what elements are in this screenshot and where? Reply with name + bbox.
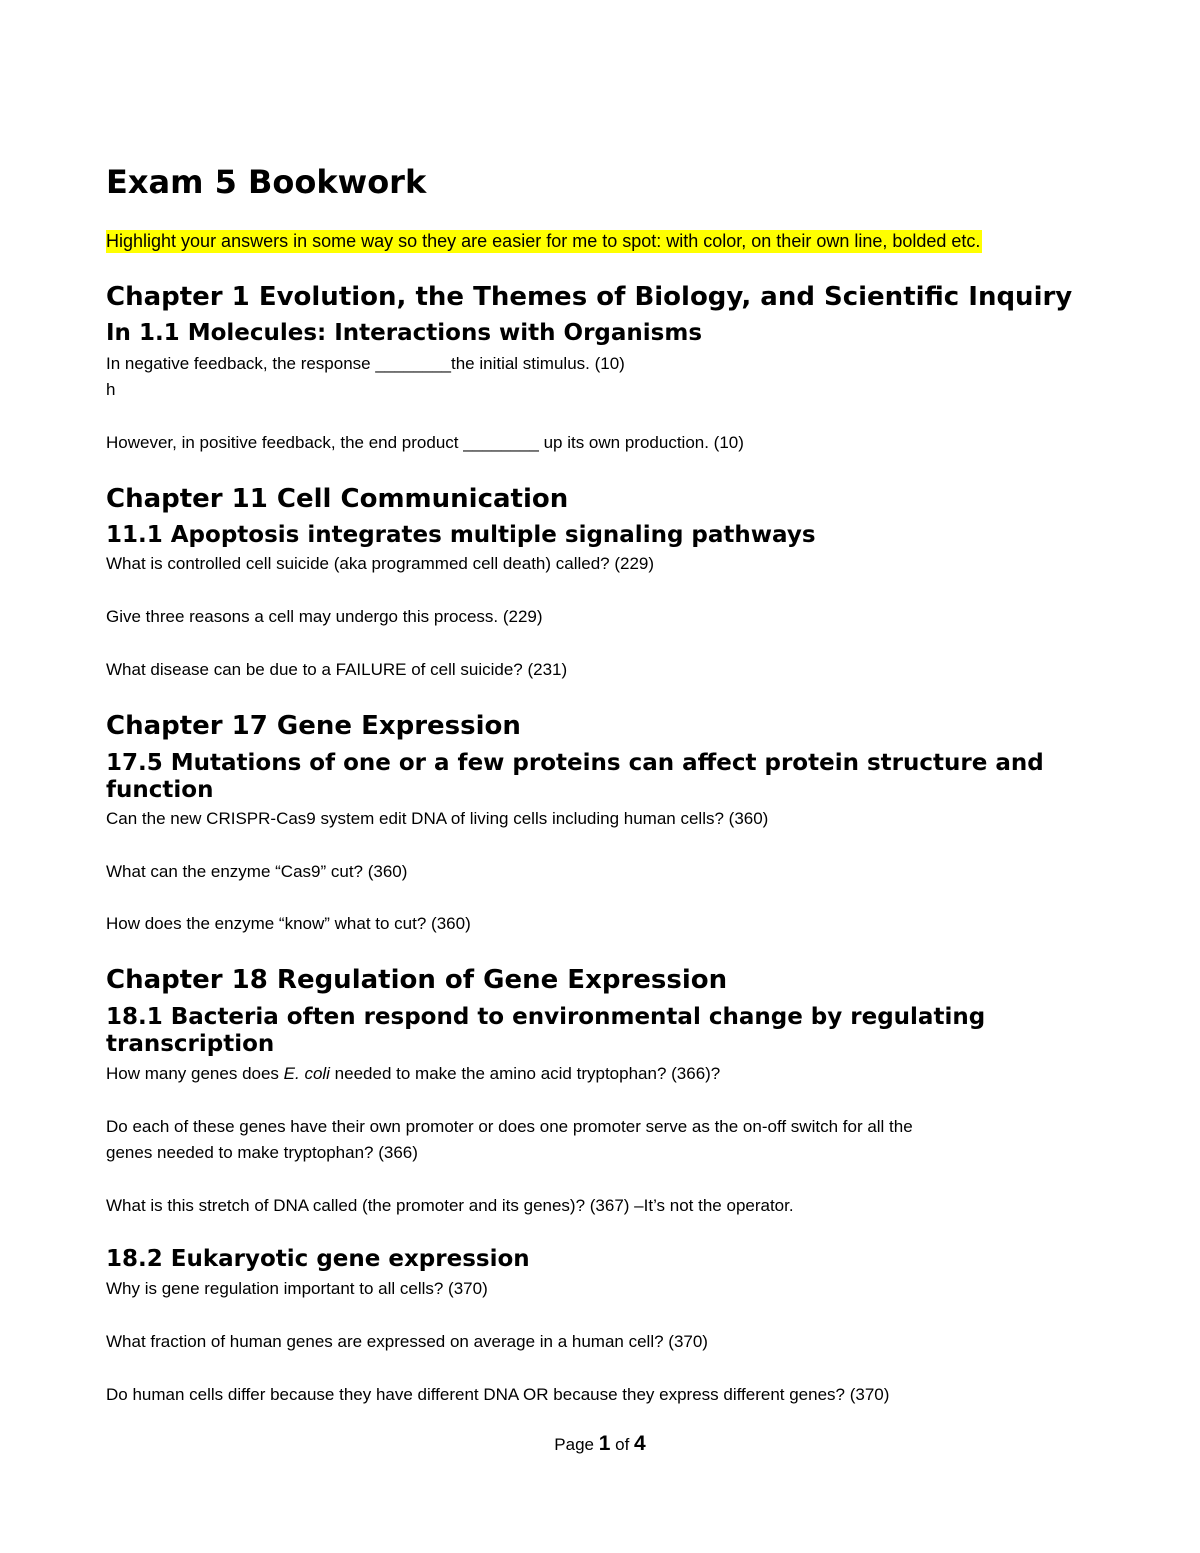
- document-title: Exam 5 Bookwork: [106, 163, 427, 201]
- chapter-11-heading: Chapter 11 Cell Communication: [106, 484, 569, 514]
- section-18-1-heading-line1: 18.1 Bacteria often respond to environmental change by regulating: [106, 1004, 986, 1030]
- section-18-1-heading-line2: transcription: [106, 1031, 275, 1057]
- chapter-17-heading: Chapter 17 Gene Expression: [106, 711, 521, 741]
- question-cell-suicide: What is controlled cell suicide (aka programmed cell death) called? (229): [106, 554, 655, 573]
- question-positive-feedback: However, in positive feedback, the end product ________ up its own production. (10): [106, 433, 744, 452]
- question-promoter-line1: Do each of these genes have their own promoter or does one promoter serve as the on-off switch for all the: [106, 1117, 913, 1136]
- question-three-reasons: Give three reasons a cell may undergo this process. (229): [106, 607, 543, 626]
- page-footer: [0, 1432, 1200, 1456]
- answer-text: h: [106, 380, 116, 399]
- question-fraction-genes: What fraction of human genes are expressed on average in a human cell? (370): [106, 1332, 708, 1351]
- question-promoter-line2: genes needed to make tryptophan? (366): [106, 1143, 418, 1162]
- page-number: 1: [598, 1432, 611, 1455]
- page-total: 4: [634, 1432, 646, 1455]
- question-gene-regulation: Why is gene regulation important to all cells? (370): [106, 1279, 488, 1298]
- question-cas9-cut: What can the enzyme “Cas9” cut? (360): [106, 862, 408, 881]
- organism-name-italic: E. coli: [283, 1064, 330, 1083]
- section-18-2-heading: 18.2 Eukaryotic gene expression: [106, 1246, 530, 1272]
- question-failure-disease: What disease can be due to a FAILURE of cell suicide? (231): [106, 660, 568, 679]
- question-ecoli-genes-post: needed to make the amino acid tryptophan? (366)?: [329, 1064, 721, 1083]
- chapter-18-heading: Chapter 18 Regulation of Gene Expression: [106, 965, 728, 995]
- of-label: of: [610, 1435, 635, 1454]
- section-17-5-heading-line1: 17.5 Mutations of one or a few proteins can affect protein structure and: [106, 750, 1044, 776]
- question-dna-stretch: What is this stretch of DNA called (the promoter and its genes)? (367) –It’s not the operator.: [106, 1196, 794, 1215]
- question-ecoli-genes: [106, 1063, 720, 1085]
- question-negative-feedback: In negative feedback, the response ________the initial stimulus. (10): [106, 354, 625, 373]
- instruction-highlight: Highlight your answers in some way so they are easier for me to spot: with color, on their own line, bolded etc.: [106, 231, 981, 251]
- question-human-cells-differ: Do human cells differ because they have different DNA OR because they express different genes? (370): [106, 1385, 890, 1404]
- question-ecoli-genes-pre: How many genes does: [106, 1064, 284, 1083]
- section-1-1-heading: In 1.1 Molecules: Interactions with Organisms: [106, 320, 703, 346]
- question-crispr: Can the new CRISPR-Cas9 system edit DNA of living cells including human cells? (360): [106, 809, 769, 828]
- question-cas9-know: How does the enzyme “know” what to cut? (360): [106, 914, 471, 933]
- section-17-5-heading-line2: function: [106, 777, 214, 803]
- section-11-1-heading: 11.1 Apoptosis integrates multiple signaling pathways: [106, 522, 816, 548]
- page-label: Page: [554, 1435, 599, 1454]
- chapter-1-heading: Chapter 1 Evolution, the Themes of Biology, and Scientific Inquiry: [106, 282, 1073, 312]
